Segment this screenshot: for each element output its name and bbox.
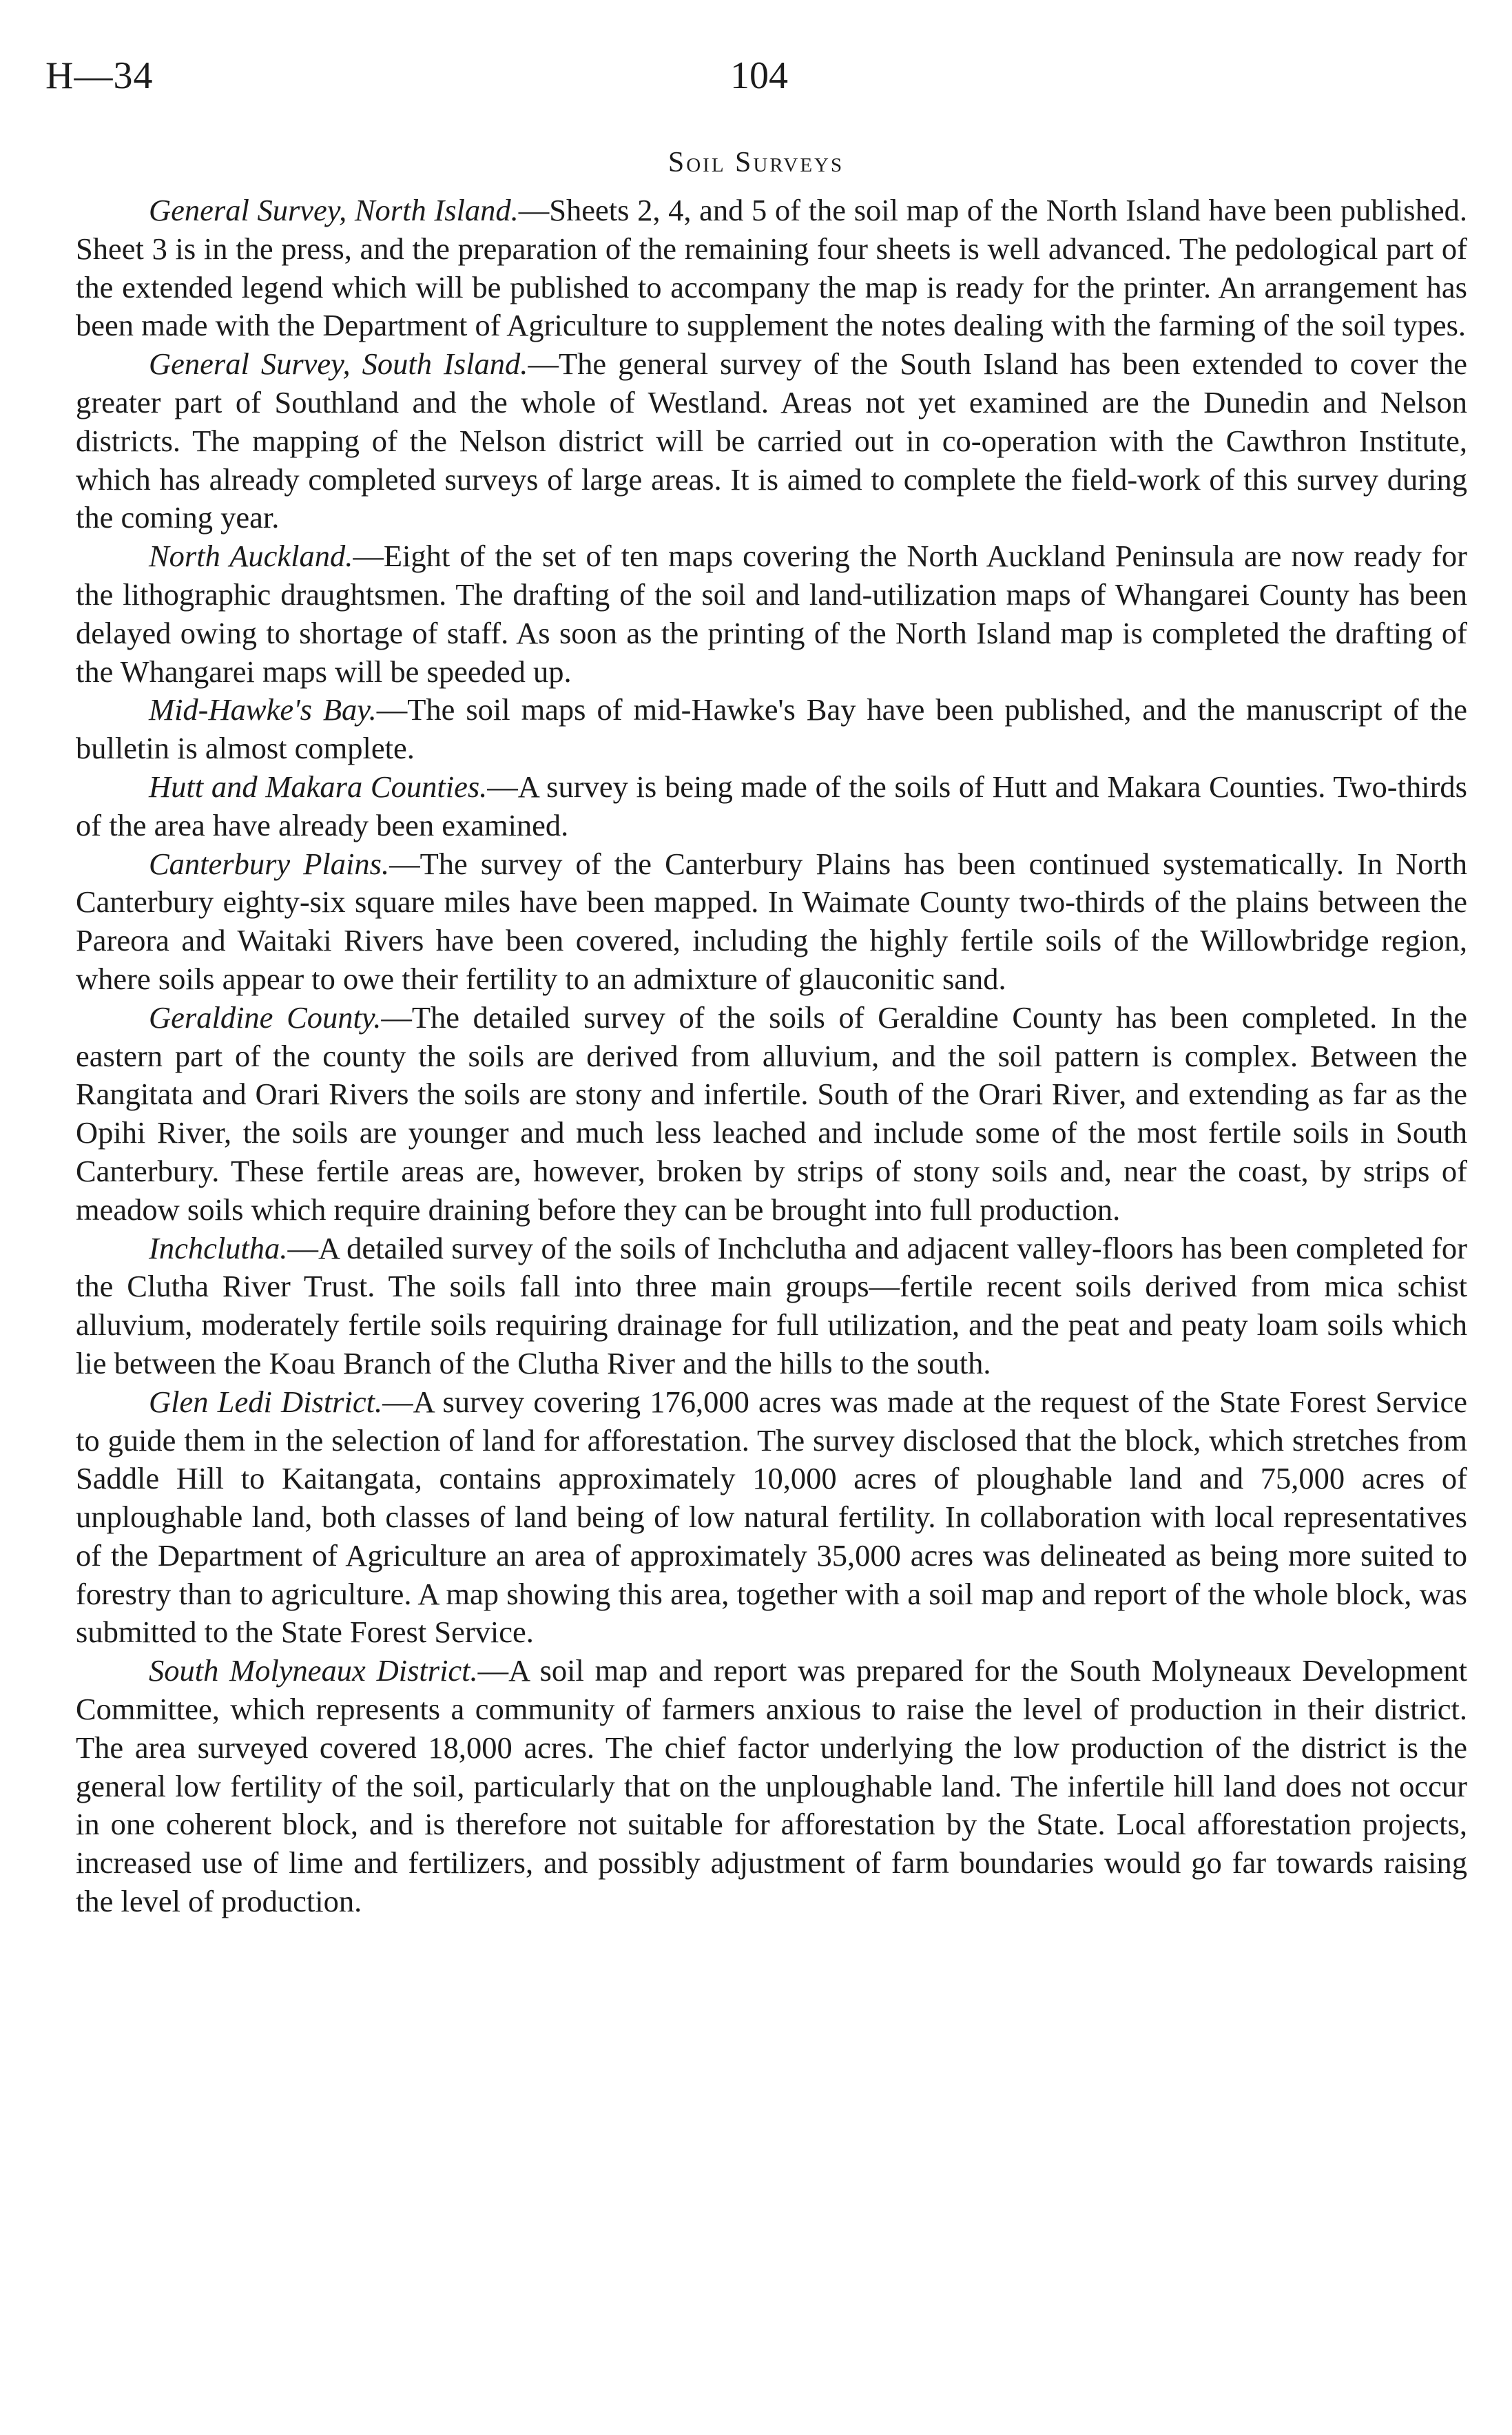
paragraph-heading: Glen Ledi District. [149, 1384, 383, 1419]
paragraph-heading: Hutt and Makara Counties. [149, 769, 488, 804]
paragraph-text: —A survey covering 176,000 acres was made at the request of the State Forest Service to guide them in the selection of land for afforestation. The survey disclosed that the block, which stretches from Saddle Hill to Kaitangata, contains approximately 10,000 acres of ploughable land and 75,000 acres of unploughable land, both classes of land being of low natural fertility. In collaboration with local representatives of the Department of Agriculture an area of approximately 35,000 acres was delineated as being more suited to forestry than to agriculture. A map showing this area, together with a soil map and report of the whole block, was submitted to the State Forest Service. [76, 1384, 1467, 1650]
section-title: Soil Surveys [667, 147, 845, 178]
paragraph-canterbury-plains [76, 845, 1467, 999]
page-header [0, 0, 1512, 124]
paragraph-glen-ledi-district [76, 1383, 1467, 1652]
paragraph-general-survey-south-island [76, 345, 1467, 537]
paragraph-text: —Sheets 2, 4, and 5 of the soil map of the North Island have been published. Sheet 3 is in the press, and the preparation of the remaining four sheets is well advanced. The pedological part of the extended legend which will be published to accompany the map is ready for the printer. An arrangement has been made with the Department of Agriculture to supplement the notes dealing with the farming of the soil types. [76, 193, 1467, 343]
paragraph-mid-hawkes-bay [76, 691, 1467, 768]
paragraph-heading: South Molyneaux District. [149, 1653, 478, 1688]
paragraph-text: —A survey is being made of the soils of Hutt and Makara Counties. Two-thirds of the area have already been examined. [76, 769, 1467, 842]
paragraph-north-auckland [76, 537, 1467, 691]
body-text [76, 191, 1467, 1921]
paragraph-text: —A detailed survey of the soils of Inchclutha and adjacent valley-floors has been completed for the Clutha River Trust. The soils fall into three main groups—fertile recent soils derived from mica schist alluvium, moderately fertile soils requiring drainage for full utilization, and the peat and peaty loam soils which lie between the Koau Branch of the Clutha River and the hills to the south. [76, 1230, 1467, 1380]
paragraph-inchclutha [76, 1230, 1467, 1383]
paragraph-heading: Mid-Hawke's Bay. [149, 692, 377, 727]
paragraph-general-survey-north-island [76, 191, 1467, 345]
paragraph-heading: Geraldine County. [149, 999, 382, 1035]
paragraph-heading: Inchclutha. [149, 1230, 288, 1265]
paragraph-heading: General Survey, North Island. [149, 193, 519, 227]
paragraph-hutt-and-makara [76, 768, 1467, 845]
paragraph-text: —A soil map and report was prepared for the South Molyneaux Development Committee, which represents a community of farmers anxious to raise the level of production in their district. The area surveyed covered 18,000 acres. The chief factor underlying the low production of the district is the general low fertility of the soil, particularly that on the unploughable land. The infertile hill land does not occur in one coherent block, and is therefore not suitable for afforestation by the State. Local afforestation projects, increased use of lime and fertilizers, and possibly adjustment of farm boundaries would go far towards raising the level of production. [76, 1653, 1467, 1919]
paragraph-text: —The detailed survey of the soils of Geraldine County has been completed. In the eastern part of the county the soils are derived from alluvium, and the soil pattern is complex. Between the Rangitata and Orari Rivers the soils are stony and infertile. South of the Orari River, and extending as far as the Opihi River, the soils are younger and much less leached and include some of the most fertile soils in South Canterbury. These fertile areas are, however, broken by strips of stony soils and, near the coast, by strips of meadow soils which require draining before they can be brought into full production. [76, 999, 1467, 1227]
paragraph-heading: General Survey, South Island. [149, 346, 528, 382]
paragraph-heading: Canterbury Plains. [149, 846, 390, 881]
paragraph-south-molyneaux-district [76, 1652, 1467, 1921]
paragraph-text: —The survey of the Canterbury Plains has been continued systematically. In North Canterbury eighty-six square miles have been mapped. In Waimate County two-thirds of the plains between the Pareora and Waitaki Rivers have been covered, including the highly fertile soils of the Willowbridge region, where soils appear to owe their fertility to an admixture of glauconitic sand. [76, 846, 1467, 996]
paragraph-text: —Eight of the set of ten maps covering the North Auckland Peninsula are now ready for the lithographic draughtsmen. The drafting of the soil and land-utilization maps of Whangarei County has been delayed owing to shortage of staff. As soon as the printing of the North Island map is completed the drafting of the Whangarei maps will be speeded up. [76, 539, 1467, 689]
paragraph-text: —The general survey of the South Island has been extended to cover the greater part of Southland and the whole of Westland. Areas not yet examined are the Dunedin and Nelson districts. The mapping of the Nelson district will be carried out in co-operation with the Cawthron Institute, which has already completed surveys of large areas. It is aimed to complete the field-work of this survey during the coming year. [76, 346, 1467, 535]
paragraph-geraldine-county [76, 999, 1467, 1230]
paragraph-text: —The soil maps of mid-Hawke's Bay have been published, and the manuscript of the bulletin is almost complete. [76, 692, 1467, 766]
paragraph-heading: North Auckland. [149, 539, 353, 574]
page-code: H—34 [45, 54, 154, 97]
page-number: 104 [730, 54, 788, 97]
